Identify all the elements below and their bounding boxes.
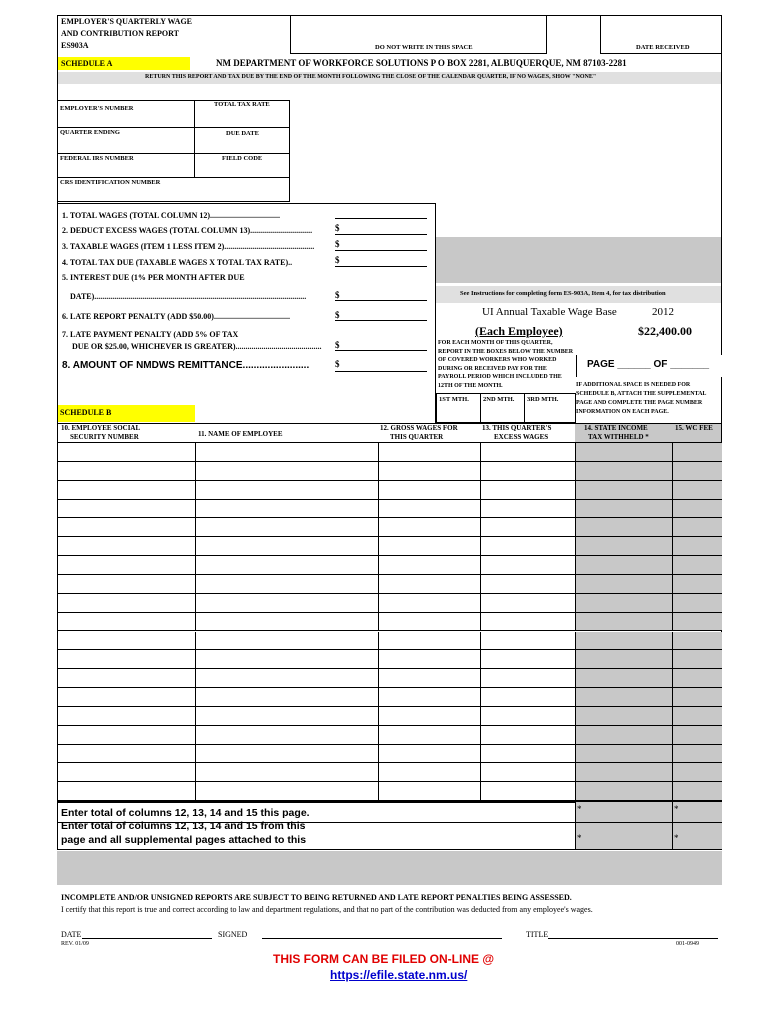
table-cell[interactable]	[672, 462, 722, 480]
table-cell[interactable]	[575, 462, 672, 480]
table-cell[interactable]	[480, 763, 575, 781]
table-cell[interactable]	[672, 763, 722, 781]
item-3-field[interactable]	[335, 250, 427, 251]
table-cell[interactable]	[378, 481, 480, 499]
table-row	[57, 462, 722, 481]
table-cell[interactable]	[575, 632, 672, 650]
table-cell[interactable]	[195, 726, 378, 744]
table-cell[interactable]	[480, 443, 575, 461]
table-row	[57, 688, 722, 707]
table-cell[interactable]	[195, 707, 378, 725]
table-cell[interactable]	[575, 613, 672, 631]
table-cell[interactable]	[195, 613, 378, 631]
table-cell[interactable]	[57, 650, 195, 668]
supplemental-note: IF ADDITIONAL SPACE IS NEEDED FOR SCHEDULE B, ATTACH THE SUPPLEMENTAL PAGE AND COMPLETE THE PAGE NUMBER INFORMATION ON EACH PAGE.	[576, 382, 707, 415]
table-cell[interactable]	[195, 745, 378, 763]
col-10-header-a: 10. EMPLOYEE SOCIAL	[61, 424, 141, 432]
title-field[interactable]	[548, 938, 718, 939]
signed-label: SIGNED	[218, 930, 248, 939]
wage-base-year: 2012	[652, 306, 674, 318]
rev-label: REV. 01/09	[61, 941, 89, 947]
return-notice: RETURN THIS REPORT AND TAX DUE BY THE END OF THE MONTH FOLLOWING THE CLOSE OF THE CALENDAR QUARTER, IF NO WAGES, SHOW "NONE"	[145, 74, 597, 80]
title-label: TITLE	[526, 930, 549, 939]
table-cell[interactable]	[480, 688, 575, 706]
table-cell[interactable]	[57, 443, 195, 461]
table-cell[interactable]	[672, 632, 722, 650]
schedule-b-label: SCHEDULE B	[60, 408, 112, 417]
table-cell[interactable]	[195, 763, 378, 781]
table-cell[interactable]	[57, 594, 195, 612]
due-date-label: DUE DATE	[226, 130, 259, 137]
table-row	[57, 500, 722, 519]
table-cell[interactable]	[480, 594, 575, 612]
table-cell[interactable]	[672, 613, 722, 631]
table-cell[interactable]	[57, 632, 195, 650]
table-row	[57, 763, 722, 782]
table-cell[interactable]	[57, 613, 195, 631]
totals-this-page-label: Enter total of columns 12, 13, 14 and 15 this page.	[61, 807, 310, 819]
totals-all-pages-label-a: Enter total of columns 12, 13, 14 and 15 from this	[61, 820, 306, 832]
item-7-dollar: $	[335, 340, 340, 350]
table-cell[interactable]	[672, 650, 722, 668]
table-cell[interactable]	[575, 707, 672, 725]
table-cell[interactable]	[672, 726, 722, 744]
form-title-2: AND CONTRIBUTION REPORT	[61, 29, 179, 38]
table-cell[interactable]	[195, 518, 378, 536]
table-cell[interactable]	[480, 745, 575, 763]
table-cell[interactable]	[378, 726, 480, 744]
totals-col-15-shade-2	[672, 823, 722, 849]
table-cell[interactable]	[575, 443, 672, 461]
employee-table	[57, 443, 722, 801]
table-cell[interactable]	[480, 632, 575, 650]
table-cell[interactable]	[480, 575, 575, 593]
item-7a: 7. LATE PAYMENT PENALTY (ADD 5% OF TAX	[62, 330, 239, 339]
totals-star-1: *	[577, 804, 582, 814]
table-cell[interactable]	[195, 481, 378, 499]
item-1: 1. TOTAL WAGES (TOTAL COLUMN 12)...................................	[62, 211, 281, 220]
table-cell[interactable]	[672, 443, 722, 461]
table-row	[57, 443, 722, 462]
table-cell[interactable]	[378, 650, 480, 668]
month-1-label: 1ST MTH.	[439, 396, 469, 403]
table-cell[interactable]	[378, 556, 480, 574]
table-cell[interactable]	[672, 669, 722, 687]
table-cell[interactable]	[57, 500, 195, 518]
item-2-field[interactable]	[335, 234, 427, 235]
table-cell[interactable]	[480, 500, 575, 518]
wage-base-label: UI Annual Taxable Wage Base	[482, 306, 617, 318]
table-cell[interactable]	[672, 518, 722, 536]
office-use-band	[57, 851, 722, 885]
employer-number-label: EMPLOYER'S NUMBER	[60, 105, 134, 112]
col-12-header-a: 12. GROSS WAGES FOR	[380, 424, 458, 432]
item-3-dollar: $	[335, 239, 340, 249]
table-cell[interactable]	[378, 537, 480, 555]
item-4-dollar: $	[335, 255, 340, 265]
item-5b: DATE)..........................................................................................................	[70, 292, 307, 301]
table-cell[interactable]	[575, 763, 672, 781]
table-cell[interactable]	[195, 650, 378, 668]
date-received-label: DATE RECEIVED	[636, 44, 690, 51]
item-5-field[interactable]	[335, 300, 427, 301]
table-cell[interactable]	[57, 707, 195, 725]
table-cell[interactable]	[672, 500, 722, 518]
table-cell[interactable]	[57, 782, 195, 800]
table-cell[interactable]	[575, 518, 672, 536]
field-code-label: FIELD CODE	[222, 155, 263, 162]
item-7b: DUE OR $25.00, WHICHEVER IS GREATER)...........................................	[72, 342, 322, 351]
table-cell[interactable]	[195, 462, 378, 480]
table-cell[interactable]	[672, 707, 722, 725]
table-row	[57, 481, 722, 500]
total-tax-rate-label: TOTAL TAX RATE	[214, 101, 270, 108]
table-cell[interactable]	[195, 575, 378, 593]
table-cell[interactable]	[378, 669, 480, 687]
table-cell[interactable]	[378, 575, 480, 593]
table-cell[interactable]	[480, 613, 575, 631]
do-not-write-label: DO NOT WRITE IN THIS SPACE	[375, 44, 473, 51]
online-filing-link[interactable]: https://efile.state.nm.us/	[330, 968, 468, 982]
table-row	[57, 726, 722, 745]
table-cell[interactable]	[480, 556, 575, 574]
table-cell[interactable]	[57, 462, 195, 480]
table-cell[interactable]	[57, 688, 195, 706]
totals-star-3: *	[577, 833, 582, 843]
each-employee-label: (Each Employee)	[475, 324, 563, 338]
table-cell[interactable]	[575, 575, 672, 593]
table-cell[interactable]	[672, 594, 722, 612]
table-cell[interactable]	[57, 556, 195, 574]
item-3: 3. TAXABLE WAGES (ITEM 1 LESS ITEM 2).............................................	[62, 242, 315, 251]
month-2-label: 2ND MTH.	[483, 396, 515, 403]
table-row	[57, 632, 722, 651]
table-cell[interactable]	[195, 688, 378, 706]
table-cell[interactable]	[575, 537, 672, 555]
table-cell[interactable]	[480, 462, 575, 480]
totals-star-2: *	[674, 804, 679, 814]
item-2-dollar: $	[335, 223, 340, 233]
table-cell[interactable]	[195, 443, 378, 461]
item-8: 8. AMOUNT OF NMDWS REMITTANCE........................	[62, 360, 310, 371]
table-cell[interactable]	[575, 688, 672, 706]
item-6-dollar: $	[335, 310, 340, 320]
table-cell[interactable]	[378, 613, 480, 631]
shaded-band-1	[436, 237, 721, 253]
table-cell[interactable]	[378, 500, 480, 518]
item-4: 4. TOTAL TAX DUE (TAXABLE WAGES X TOTAL TAX RATE)..	[62, 258, 293, 267]
table-cell[interactable]	[672, 575, 722, 593]
col-14-header-b: TAX WITHHELD *	[588, 433, 649, 441]
shaded-band-2	[436, 253, 721, 268]
date-label: DATE	[61, 930, 82, 939]
table-cell[interactable]	[480, 669, 575, 687]
table-cell[interactable]	[575, 782, 672, 800]
table-cell[interactable]	[57, 518, 195, 536]
table-cell[interactable]	[575, 726, 672, 744]
table-row	[57, 745, 722, 764]
table-cell[interactable]	[57, 669, 195, 687]
table-row	[57, 537, 722, 556]
table-cell[interactable]	[195, 594, 378, 612]
table-cell[interactable]	[57, 481, 195, 499]
table-cell[interactable]	[378, 518, 480, 536]
warning-text: INCOMPLETE AND/OR UNSIGNED REPORTS ARE SUBJECT TO BEING RETURNED AND LATE REPORT PENALTIES BEING ASSESSED.	[61, 893, 572, 902]
table-cell[interactable]	[57, 537, 195, 555]
crs-id-label: CRS IDENTIFICATION NUMBER	[60, 179, 161, 186]
table-cell[interactable]	[57, 726, 195, 744]
item-4-field[interactable]	[335, 266, 427, 267]
table-cell[interactable]	[575, 745, 672, 763]
col-11-header: 11. NAME OF EMPLOYEE	[198, 430, 283, 438]
form-title-1: EMPLOYER'S QUARTERLY WAGE	[61, 17, 193, 26]
table-cell[interactable]	[672, 688, 722, 706]
item-8-dollar: $	[335, 359, 340, 369]
table-cell[interactable]	[195, 556, 378, 574]
table-cell[interactable]	[672, 481, 722, 499]
col-10-header-b: SECURITY NUMBER	[70, 433, 139, 441]
table-cell[interactable]	[480, 481, 575, 499]
item-6: 6. LATE REPORT PENALTY (ADD $50.00)......................................	[62, 312, 290, 321]
instructions-note: See Instructions for completing form ES-903A, Item 4, for tax distribution	[460, 290, 666, 297]
table-cell[interactable]	[575, 594, 672, 612]
table-cell[interactable]	[480, 537, 575, 555]
page-number-label[interactable]: PAGE ______ OF _______	[587, 359, 710, 370]
col-12-header-b: THIS QUARTER	[390, 433, 444, 441]
table-cell[interactable]	[378, 594, 480, 612]
table-cell[interactable]	[672, 745, 722, 763]
table-cell[interactable]	[672, 782, 722, 800]
form-id: ES903A	[61, 41, 89, 50]
quarter-ending-label: QUARTER ENDING	[60, 129, 120, 136]
table-cell[interactable]	[575, 500, 672, 518]
schedule-a-label: SCHEDULE A	[61, 59, 113, 68]
table-cell[interactable]	[195, 669, 378, 687]
form-code: 001-0949	[676, 941, 699, 947]
totals-col-15-shade-1	[672, 802, 722, 822]
table-cell[interactable]	[480, 782, 575, 800]
table-cell[interactable]	[195, 500, 378, 518]
table-cell[interactable]	[672, 537, 722, 555]
table-row	[57, 518, 722, 537]
table-cell[interactable]	[378, 688, 480, 706]
certify-text: I certify that this report is true and correct according to law and department regulations, and that no part of the contribution was deducted from any employee's wages.	[61, 905, 593, 914]
signature-field[interactable]	[262, 938, 502, 939]
item-1-field[interactable]	[335, 218, 427, 219]
table-cell[interactable]	[378, 707, 480, 725]
table-row	[57, 575, 722, 594]
table-cell[interactable]	[575, 481, 672, 499]
table-row	[57, 669, 722, 688]
table-row	[57, 594, 722, 613]
table-cell[interactable]	[575, 650, 672, 668]
table-cell[interactable]	[672, 556, 722, 574]
federal-irs-label: FEDERAL IRS NUMBER	[60, 155, 134, 162]
item-8-field[interactable]	[335, 371, 427, 372]
table-cell[interactable]	[575, 669, 672, 687]
table-row	[57, 782, 722, 801]
table-cell[interactable]	[378, 462, 480, 480]
month-3-label: 3RD MTH.	[527, 396, 559, 403]
item-5a: 5. INTEREST DUE (1% PER MONTH AFTER DUE	[62, 273, 245, 282]
table-cell[interactable]	[57, 745, 195, 763]
table-row	[57, 613, 722, 632]
department-address: NM DEPARTMENT OF WORKFORCE SOLUTIONS P O BOX 2281, ALBUQUERQUE, NM 87103-2281	[216, 58, 627, 68]
totals-all-pages-label-b: page and all supplemental pages attached to this	[61, 834, 307, 846]
item-5-dollar: $	[335, 290, 340, 300]
col-14-header-a: 14. STATE INCOME	[584, 424, 648, 432]
table-cell[interactable]	[378, 443, 480, 461]
table-cell[interactable]	[378, 632, 480, 650]
wage-base-amount: $22,400.00	[638, 324, 692, 338]
totals-star-4: *	[674, 833, 679, 843]
table-cell[interactable]	[480, 707, 575, 725]
table-cell[interactable]	[195, 632, 378, 650]
table-cell[interactable]	[195, 782, 378, 800]
covered-workers-note: FOR EACH MONTH OF THIS QUARTER, REPORT IN THE BOXES BELOW THE NUMBER OF COVERED WORKERS WHO WORKED DURING OR RECEIVED PAY FOR THE PAYROLL PERIOD WHICH INCLUDED THE 12TH OF THE MONTH.	[438, 340, 574, 389]
table-cell[interactable]	[480, 650, 575, 668]
table-cell[interactable]	[57, 575, 195, 593]
table-cell[interactable]	[195, 537, 378, 555]
table-cell[interactable]	[480, 726, 575, 744]
shaded-band-3	[436, 268, 721, 283]
item-6-field[interactable]	[335, 320, 427, 321]
date-field[interactable]	[82, 938, 212, 939]
table-cell[interactable]	[378, 763, 480, 781]
table-cell[interactable]	[575, 556, 672, 574]
table-cell[interactable]	[378, 782, 480, 800]
col-13-header-a: 13. THIS QUARTER'S	[482, 424, 552, 432]
totals-col-14-shade-2	[575, 823, 673, 849]
table-cell[interactable]	[57, 763, 195, 781]
item-2: 2. DEDUCT EXCESS WAGES (TOTAL COLUMN 13)...............................	[62, 226, 313, 235]
col-13-header-b: EXCESS WAGES	[494, 433, 549, 441]
table-cell[interactable]	[480, 518, 575, 536]
table-row	[57, 556, 722, 575]
item-7-field[interactable]	[335, 350, 427, 351]
table-row	[57, 650, 722, 669]
table-row	[57, 707, 722, 726]
totals-col-14-shade-1	[575, 802, 673, 822]
online-filing-notice: THIS FORM CAN BE FILED ON-LINE @	[273, 952, 495, 966]
table-cell[interactable]	[378, 745, 480, 763]
col-15-header: 15. WC FEE	[675, 424, 713, 432]
